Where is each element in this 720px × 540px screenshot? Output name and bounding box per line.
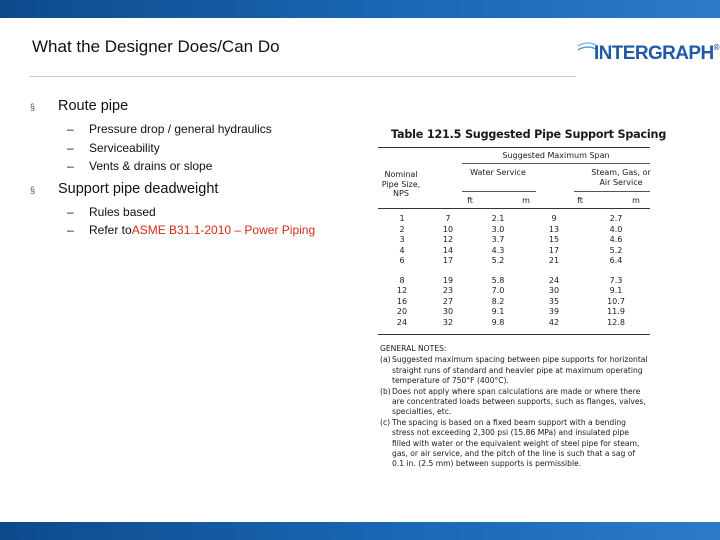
- pipe-support-spacing-table: [378, 128, 667, 494]
- water-m-header: m: [522, 196, 530, 205]
- logo-wordmark: INTERGRAPH: [594, 43, 714, 64]
- note-a: (a) Suggested maximum spacing between pipe supports for horizontal straight runs of standard and heavier pipe at maximum operating temperature of 750°F (400°C).: [380, 355, 648, 386]
- bullet-support-deadweight: [30, 181, 370, 197]
- water-rule: [462, 191, 536, 192]
- table-row: 3 12 3.7 15 4.6: [399, 235, 623, 244]
- bullet-text: Route pipe: [58, 98, 129, 114]
- spacing-data-table: [378, 214, 650, 328]
- sub-bullet-reference: – Refer to ASME B31.1-2010 – Power Piping: [67, 221, 370, 240]
- note-c: (c) The spacing is based on a fixed beam support with a bending stress not exceeding 2,300 psi (15.86 MPa) and insulated pipe filled with water or the equivalent weight of steel pipe for steam, gas, or air service, and the pitch of the line is such that a sag of 0.1 in. (2.5 mm) between supports is permissible.: [380, 417, 640, 469]
- table-row: 12 23 7.0 30 9.1: [396, 286, 623, 295]
- note-b: (b) Does not apply where span calculations are made or where there are concentrated loads between supports, such as flanges, valves, specialties, etc.: [380, 386, 646, 417]
- steam-m-header: m: [632, 196, 640, 205]
- steam-rule: [574, 191, 650, 192]
- span-rule: [462, 163, 650, 164]
- steam-ft-header: ft: [577, 196, 583, 205]
- bullet-icon: §: [30, 102, 36, 112]
- table-row: 4 14 4.3 17 5.2: [399, 245, 623, 255]
- table-row: 6 17 5.2 21 6.4: [399, 256, 623, 265]
- general-notes: [380, 344, 648, 470]
- size-header: Nominal Pipe Size, NPS: [381, 170, 421, 198]
- bullet-list: [30, 98, 370, 245]
- table-row: 20 30 9.1 39 11.9: [396, 307, 625, 316]
- bullet-text: Support pipe deadweight: [58, 180, 219, 197]
- sub-bullet: – Pressure drop / general hydraulics: [67, 122, 272, 136]
- table-row: 8 19 5.8 24 7.3: [399, 275, 623, 285]
- span-header: Suggested Maximum Span: [502, 151, 610, 160]
- slide-title: What the Designer Does/Can Do: [32, 37, 280, 56]
- table-row: 2 10 3.0 13 4.0: [399, 224, 623, 234]
- sub-bullet: – Rules based: [67, 204, 156, 219]
- sub-bullet: – Vents & drains or slope: [67, 159, 213, 173]
- water-ft-header: ft: [467, 196, 473, 205]
- table-row: 24 32 9.8 42 12.8: [396, 317, 625, 327]
- bottom-banner: [0, 522, 720, 540]
- table-title: Table 121.5 Suggested Pipe Support Spacing: [391, 128, 667, 141]
- table-row: 16 27 8.2 35 10.7: [396, 296, 625, 306]
- water-header: Water Service: [470, 168, 526, 177]
- bullet-icon: §: [30, 184, 36, 195]
- logo-trademark: ®: [713, 43, 719, 52]
- table-row: 1 7 2.1 9 2.7: [399, 214, 623, 223]
- header-rule: [378, 208, 650, 209]
- table-top-rule: [378, 147, 650, 148]
- title-divider: [30, 76, 576, 77]
- asme-reference: ASME B31.1-2010 – Power Piping: [131, 223, 316, 237]
- bullet-route-pipe: [30, 98, 370, 114]
- top-banner: [0, 0, 720, 18]
- intergraph-logo: [576, 40, 719, 70]
- sub-bullet: – Serviceability: [67, 140, 160, 155]
- steam-header: Steam, Gas, or Air Service: [591, 168, 651, 187]
- table-bottom-rule: [378, 334, 650, 335]
- notes-title: GENERAL NOTES:: [380, 344, 447, 353]
